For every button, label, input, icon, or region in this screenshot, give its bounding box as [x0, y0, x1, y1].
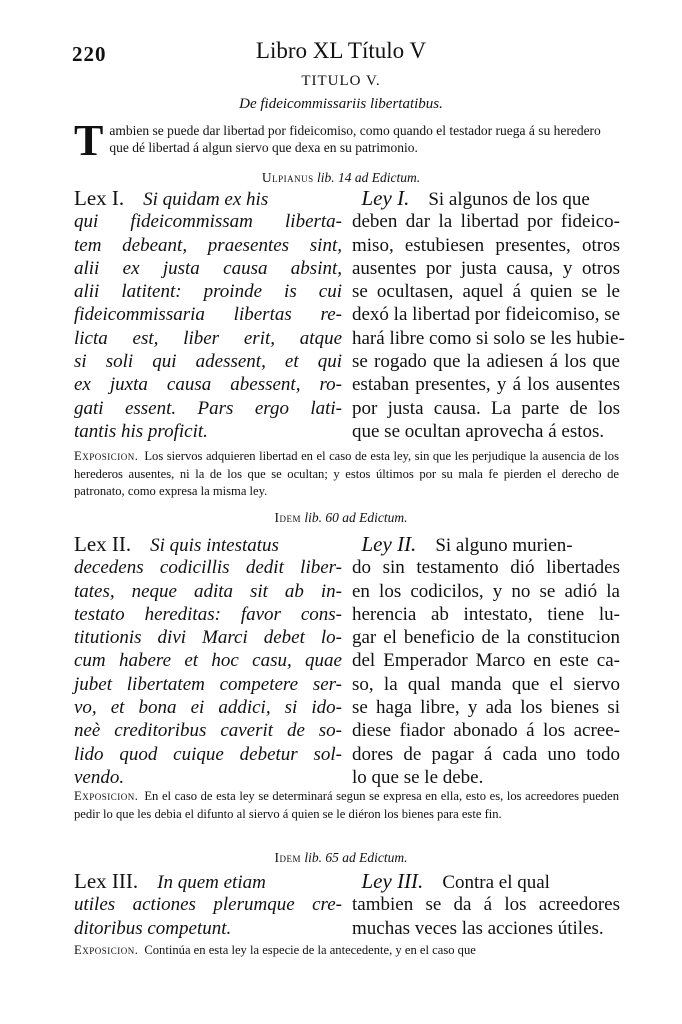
- latin-line: [74, 917, 342, 940]
- spanish-line: [352, 719, 620, 742]
- source-author: Idem: [274, 850, 301, 865]
- spanish-line: [352, 280, 620, 303]
- spanish-line-text: se ocultasen, aquel á quien se le: [352, 281, 620, 303]
- latin-line: [74, 556, 342, 579]
- spanish-line: [352, 917, 620, 940]
- latin-line: [74, 893, 342, 916]
- exposicion-label: Exposicion.: [74, 943, 139, 957]
- latin-line: [74, 373, 342, 396]
- spanish-line-text: miso, estubiesen presentes, otros: [352, 234, 620, 256]
- source-citation: [0, 170, 682, 186]
- spanish-line: [352, 743, 620, 766]
- exposicion-text: En el caso de esta ley se determinará segun se expresa en ella, esto es, los acreedores pueden pedir lo que les debia el difunto al siervo á quien se le diéron los bienes para este fin.: [74, 789, 619, 821]
- ley-heading: Ley I.: [361, 186, 410, 210]
- latin-line: [74, 257, 342, 280]
- latin-line: [74, 533, 342, 556]
- latin-line-text: Si quis intestatus: [150, 535, 279, 556]
- latin-line-text: tates, neque adita sit ab in-: [74, 580, 342, 602]
- source-author: Idem: [274, 510, 301, 525]
- spanish-line: [352, 649, 620, 672]
- spanish-line-text: diese fiador abonado á los acree-: [352, 720, 620, 742]
- spanish-line: [352, 303, 620, 326]
- spanish-line-text: Contra el qual: [442, 872, 550, 893]
- spanish-line: [352, 870, 620, 893]
- latin-line: [74, 626, 342, 649]
- latin-line-text: cum habere et hoc casu, quae: [74, 650, 342, 672]
- spanish-line-text: lo que se le debe.: [352, 766, 484, 788]
- spanish-line-text: se haga libre, y ada los bienes si: [352, 697, 620, 719]
- spanish-line-text: que se ocultan aprovecha á estos.: [352, 420, 605, 442]
- spanish-line-text: del Emperador Marco en este ca-: [352, 650, 620, 672]
- exposicion-text: Continúa en esta ley la especie de la antecedente, y en el caso que: [144, 943, 476, 957]
- latin-line-text: tantis his proficit.: [74, 420, 208, 442]
- exposicion-text: Los siervos adquieren libertad en el caso de esta ley, sin que les perjudique la ausencia de los herederos ausentes, ni la de los que se ocultan; y estos últimos por su mala fe pierden el derecho de patronato, como expresa la misma ley.: [74, 449, 619, 498]
- latin-line: [74, 234, 342, 257]
- spanish-line: [352, 673, 620, 696]
- latin-line-text: gati essent. Pars ergo lati-: [74, 397, 342, 419]
- page-number: 220: [72, 42, 107, 66]
- lex-heading: Lex II.: [74, 532, 132, 556]
- latin-line: [74, 743, 342, 766]
- latin-line-text: tem debeant, praesentes sint,: [74, 234, 342, 256]
- spanish-line: [352, 210, 620, 233]
- spanish-line: [352, 603, 620, 626]
- latin-line-text: decedens codicillis dedit liber-: [74, 557, 342, 579]
- latin-line-text: qui fideicommissam liberta-: [74, 211, 342, 233]
- source-reference: lib. 14 ad Edictum.: [317, 170, 421, 185]
- spanish-column: [352, 533, 620, 789]
- spanish-line-text: ausentes por justa causa, y otros: [352, 257, 620, 279]
- spanish-line-text: so, la qual manda que el siervo: [352, 673, 620, 695]
- latin-line: [74, 870, 342, 893]
- spanish-line-text: dores de pagar á cada uno todo: [352, 743, 620, 765]
- latin-line-text: jubet libertatem competere ser-: [74, 673, 342, 695]
- spanish-line: [352, 397, 620, 420]
- latin-column: [74, 533, 342, 789]
- spanish-line-text: muchas veces las acciones útiles.: [352, 917, 604, 939]
- latin-line-text: Si quidam ex his: [143, 189, 269, 210]
- spanish-line-text: estaban presentes, y á los ausentes: [352, 374, 620, 396]
- spanish-line: [352, 373, 620, 396]
- intro-paragraph: [74, 116, 619, 165]
- latin-line: [74, 280, 342, 303]
- latin-line: [74, 187, 342, 210]
- latin-line-text: si soli qui adessent, et qui: [74, 351, 342, 373]
- latin-line-text: alii latitent: proinde is cui: [74, 281, 342, 303]
- exposicion-paragraph: [74, 788, 619, 823]
- latin-line-text: lido quod cuique debetur sol-: [74, 743, 342, 765]
- spanish-line: [352, 420, 620, 443]
- latin-line-text: vendo.: [74, 766, 125, 788]
- latin-line-text: neè creditoribus caverit de so-: [74, 720, 342, 742]
- lex-heading: Lex III.: [74, 869, 139, 893]
- spanish-line: [352, 766, 620, 789]
- spanish-line-text: se rogado que la adiesen á los que: [352, 351, 620, 373]
- latin-column: [74, 870, 342, 940]
- spanish-line: [352, 327, 625, 350]
- latin-line-text: utiles actiones plerumque cre-: [74, 894, 342, 916]
- source-reference: lib. 65 ad Edictum.: [304, 850, 408, 865]
- spanish-column: [352, 870, 620, 940]
- spanish-line-text: do sin testamento dió libertades: [352, 557, 620, 579]
- latin-line: [74, 766, 342, 789]
- spanish-line-text: tambien se da á los acreedores: [352, 894, 620, 916]
- intro-text: ambien se puede dar libertad por fideicomiso, como quando el testador ruega á su heredero que dé libertad á algun siervo que dexa en su patrimonio.: [109, 123, 601, 155]
- spanish-line: [352, 626, 620, 649]
- spanish-line-text: deben dar la libertad por fideico-: [352, 211, 620, 233]
- exposicion-paragraph: [74, 942, 619, 960]
- latin-line-text: In quem etiam: [157, 872, 266, 893]
- lex-heading: Lex I.: [74, 186, 125, 210]
- spanish-line: [352, 696, 620, 719]
- spanish-line: [352, 234, 620, 257]
- latin-line-text: fideicommissaria libertas re-: [74, 304, 342, 326]
- spanish-line-text: Si alguno murien-: [435, 535, 573, 556]
- ley-heading: Ley III.: [361, 869, 424, 893]
- titulo-heading: TITULO V.: [301, 73, 381, 89]
- source-citation: [0, 510, 682, 526]
- spanish-line-text: Si algunos de los que: [428, 189, 590, 210]
- spanish-line: [352, 187, 620, 210]
- spanish-line: [352, 580, 620, 603]
- latin-line-text: ditoribus competunt.: [74, 917, 232, 939]
- spanish-line: [352, 556, 620, 579]
- ley-heading: Ley II.: [361, 532, 417, 556]
- source-reference: lib. 60 ad Edictum.: [304, 510, 408, 525]
- latin-line-text: titutionis divi Marci debet lo-: [74, 627, 342, 649]
- spanish-line: [352, 893, 620, 916]
- spanish-line-text: dexó la libertad por fideicomiso, se: [352, 304, 621, 326]
- latin-line: [74, 580, 342, 603]
- spanish-line-text: gar el beneficio de la constitucion: [352, 627, 620, 649]
- latin-line-text: ex juxta causa abessent, ro-: [74, 374, 342, 396]
- spanish-line: [352, 257, 620, 280]
- latin-line: [74, 350, 342, 373]
- latin-line-text: alii ex justa causa absint,: [74, 257, 342, 279]
- spanish-line-text: en los codicilos, y no se adió la: [352, 580, 620, 602]
- latin-line: [74, 397, 342, 420]
- source-author: Ulpianus: [261, 170, 314, 185]
- latin-line-text: testato hereditas: favor cons-: [74, 603, 342, 625]
- latin-line: [74, 210, 342, 233]
- latin-line-text: vo, et bona ei addici, si ido-: [74, 697, 342, 719]
- rubric-heading: De fideicommissariis libertatibus.: [239, 96, 443, 112]
- spanish-line: [352, 350, 620, 373]
- spanish-column: [352, 186, 625, 443]
- source-citation: [0, 850, 682, 866]
- latin-line: [74, 649, 342, 672]
- latin-line: [74, 673, 342, 696]
- running-head: Libro XL Título V: [255, 38, 427, 63]
- spanish-line-text: por justa causa. La parte de los: [352, 397, 620, 419]
- latin-line: [74, 719, 342, 742]
- drop-cap: T: [74, 116, 104, 165]
- spanish-line-text: hará libre como si solo se les hubie-: [352, 327, 625, 349]
- latin-line: [74, 420, 342, 443]
- spanish-line-text: herencia ab intestato, tiene lu-: [352, 603, 620, 625]
- latin-line: [74, 327, 342, 350]
- spanish-line: [352, 533, 620, 556]
- latin-line: [74, 696, 342, 719]
- latin-line: [74, 303, 342, 326]
- latin-column: [74, 187, 342, 443]
- latin-line: [74, 603, 342, 626]
- latin-line-text: licta est, liber erit, atque: [74, 327, 342, 349]
- exposicion-paragraph: [74, 448, 619, 501]
- exposicion-label: Exposicion.: [74, 789, 139, 803]
- exposicion-label: Exposicion.: [74, 449, 139, 463]
